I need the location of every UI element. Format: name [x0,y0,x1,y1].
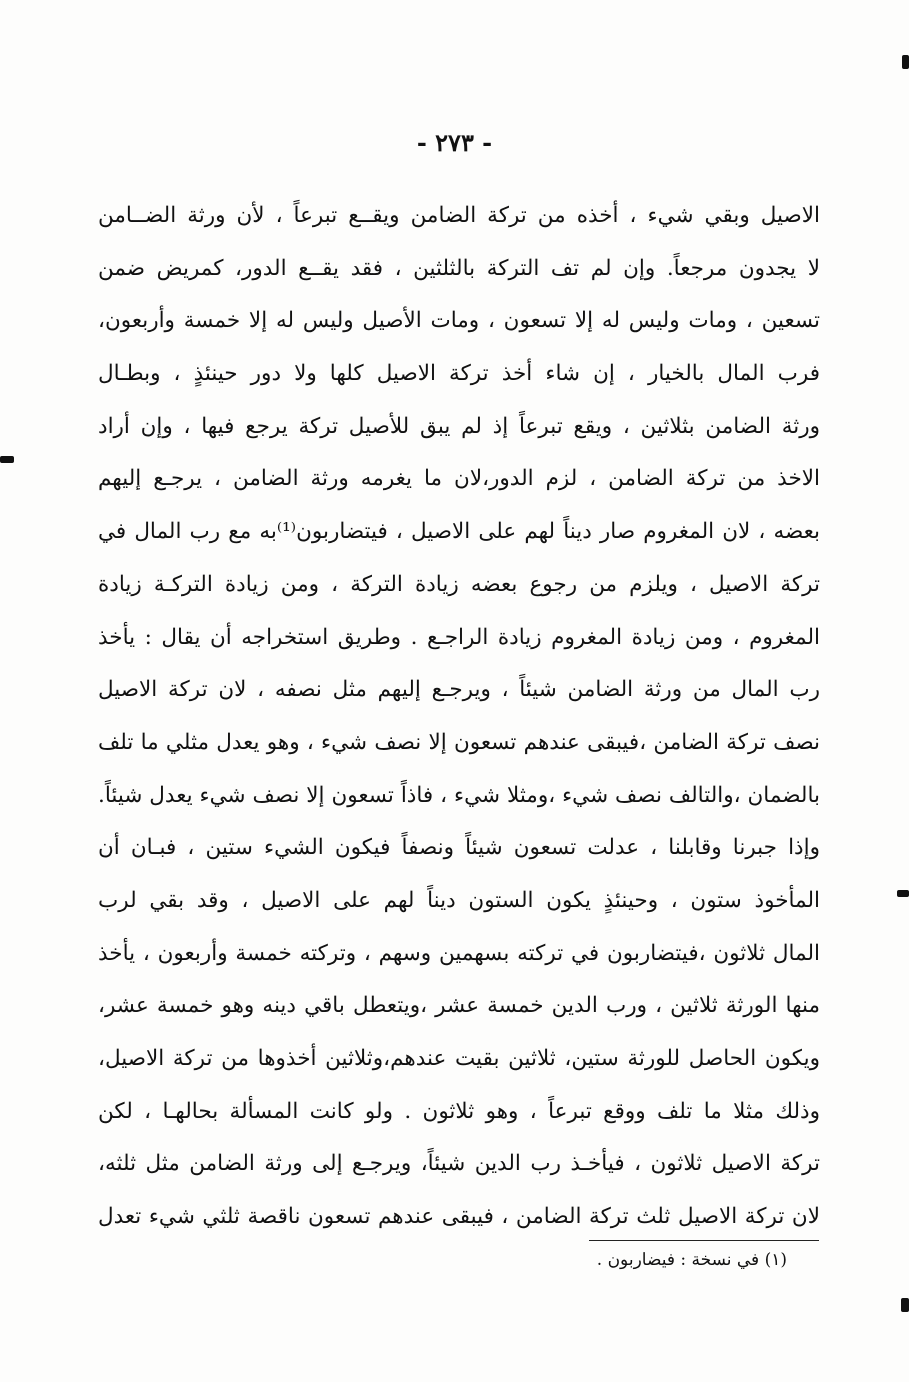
text-line: بالضمان ،والتالف نصف شيء ،ومثلا شيء ، فاذاً تسعون إلا نصف شيء يعدل شيئاً. [98,782,820,808]
text-line: منها الورثة ثلاثين ، ورب الدين خمسة عشر ،ويتعطل باقي دينه وهو خمسة عشر، [98,993,820,1019]
text-line: المأخوذ ستون ، وحينئذٍ يكون الستون ديناً لهم على الاصيل ، وقد بقي لرب [98,887,820,913]
text-line: رب المال من ورثة الضامن شيئاً ، ويرجـع إليهم مثل نصفه ، لان تركة الاصيل [98,677,820,703]
binding-mark [901,1298,909,1312]
text-line: المال ثلاثون ،فيتضاربون في تركته بسهمين وسهم ، وتركته خمسة وأربعون ، يأخذ [98,940,820,966]
text-line: الاصيل وبقي شيء ، أخذه من تركة الضامن ويقــع تبرعاً ، لأن ورثة الضــامن [98,203,820,228]
text-line: ورثة الضامن بثلاثين ، ويقع تبرعاً إذ لم يبق للأصيل تركة يرجع فيها ، وإن أراد [98,413,820,439]
page-number: - ٢٧٣ - [416,128,493,157]
text-line: تركة الاصيل ثلاثون ، فيأخـذ رب الدين شيئاً، ويرجـع إلى ورثة الضامن مثل ثلثه، [98,1151,820,1177]
binding-mark [902,55,909,69]
binding-mark [897,890,909,897]
text-line: بعضه ، لان المغروم صار ديناً لهم على الاصيل ، فيتضاربون⁽¹⁾به مع رب المال في [98,519,820,545]
text-line: المغروم ، ومن زيادة المغروم زيادة الراجـع . وطريق استخراجه أن يقال : يأخذ [98,624,820,650]
body-text [98,190,820,1244]
text-line: وإذا جبرنا وقابلنا ، عدلت تسعون شيئاً ونصفاً فيكون الشيء ستين ، فبـان أن [98,835,820,861]
text-line: نصف تركة الضامن ،فيبقى عندهم تسعون إلا نصف شيء ، وهو يعدل مثلي ما تلف [98,729,820,755]
text-line: فرب المال بالخيار ، إن شاء أخذ تركة الاصيل كلها ولا دور حينئذٍ ، وبطـال [98,361,820,387]
text-line: وذلك مثلا ما تلف ووقع تبرعاً ، وهو ثلاثون . ولو كانت المسألة بحالهـا ، لكن [98,1098,820,1124]
footnote: (١) في نسخة : فيضاربون . [596,1250,787,1270]
text-line: لا يجدون مرجعاً. وإن لم تف التركة بالثلثين ، فقد يقــع الدور، كمريض ضمن [98,255,820,281]
text-line: الاخذ من تركة الضامن ، لزم الدور،لان ما يغرمه ورثة الضامن ، يرجـع إليهم [98,466,820,492]
text-line: تركة الاصيل ، ويلزم من رجوع بعضه زيادة التركة ، ومن زيادة التركـة زيادة [98,571,820,597]
text-line: ويكون الحاصل للورثة ستين، ثلاثين بقيت عندهم،وثلاثين أخذوها من تركة الاصيل، [98,1046,820,1071]
text-line: تسعين ، ومات وليس له إلا تسعون ، ومات الأصيل وليس له إلا خمسة وأربعون، [98,308,820,334]
binding-mark [0,456,14,463]
text-line: لان تركة الاصيل ثلث تركة الضامن ، فيبقى عندهم تسعون ناقصة ثلثي شيء تعدل [98,1204,820,1230]
footnote-divider [589,1240,819,1241]
